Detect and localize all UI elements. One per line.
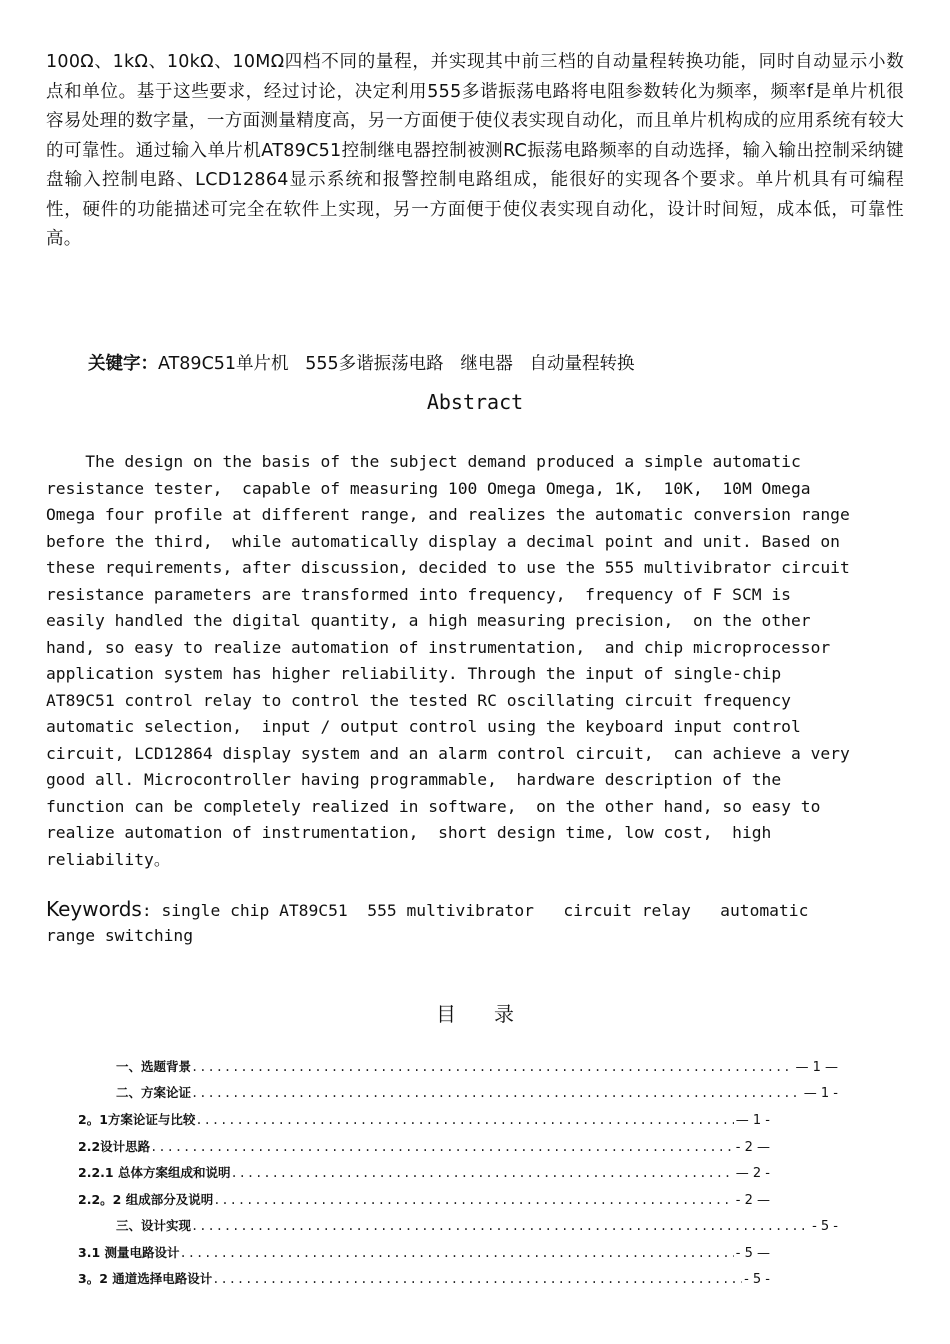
english-abstract-line: Omega four profile at different range, and realizes the automatic conversion range	[46, 505, 850, 524]
english-abstract-line: resistance parameters are transformed into frequency, frequency of F SCM is	[46, 584, 791, 604]
english-keywords-label: Keywords	[46, 897, 142, 921]
toc-leader-dots	[191, 1054, 793, 1080]
english-abstract-line: before the third, while automatically display a decimal point and unit. Based on	[46, 531, 840, 551]
english-abstract-line: reliability。	[46, 849, 171, 869]
toc-entry-title: 2.2设计思路	[78, 1139, 151, 1154]
toc-entry-title: 2。1方案论证与比较	[78, 1112, 196, 1127]
english-abstract-line: The design on the basis of the subject demand produced a simple automatic	[46, 452, 801, 471]
english-abstract-line: resistance tester, capable of measuring 100 Omega Omega, 1K, 10K, 10M Omega	[46, 478, 811, 498]
english-abstract-line: hand, so easy to realize automation of instrumentation, and chip microprocessor	[46, 637, 831, 657]
toc-entry-title: 3.1 测量电路设计	[78, 1245, 180, 1260]
toc-leader-dots	[212, 1266, 742, 1292]
english-abstract-line: automatic selection, input / output control using the keyboard input control	[46, 717, 801, 736]
english-abstract-line: AT89C51 control relay to control the tested RC oscillating circuit frequency	[46, 690, 791, 710]
toc-entry-page: — 1 -	[735, 1113, 770, 1128]
english-keywords-line: range switching	[46, 925, 194, 945]
toc-entry[interactable]	[78, 1187, 770, 1213]
toc-entry-page: - 5 —	[735, 1246, 770, 1261]
toc-entry-title: 二、方案论证	[116, 1085, 192, 1100]
english-abstract-paragraph	[46, 449, 916, 873]
toc-leader-dots	[191, 1080, 802, 1106]
english-keywords	[46, 896, 916, 949]
toc-entry[interactable]	[78, 1240, 770, 1266]
toc-leader-dots	[230, 1160, 733, 1186]
toc-entry[interactable]	[78, 1266, 770, 1292]
english-abstract-line: good all. Microcontroller having programmable, hardware description of the	[46, 770, 782, 789]
english-abstract-line: circuit, LCD12864 display system and an alarm control circuit, can achieve a very	[46, 743, 850, 763]
chinese-keywords-label: 关键字：	[88, 354, 158, 374]
chinese-abstract-paragraph: 100Ω、1kΩ、10kΩ、10MΩ四档不同的量程，并实现其中前三档的自动量程转换功能，同时自动显示小数点和单位。基于这些要求，经过讨论，决定利用555多谐振荡电路将电阻参数转化为频率，频率f是单片机很容易处理的数字量，一方面测量精度高，另一方面便于使仪表实现自动化，而且单片机构成的应用系统有较大的可靠性。通过输入单片机AT89C51控制继电器控制被测RC振荡电路频率的自动选择，输入输出控制采纳键盘输入控制电路、LCD12864显示系统和报警控制电路组成，能很好的实现各个要求。单片机具有可编程性，硬件的功能描述可完全在软件上实现，另一方面便于使仪表实现自动化，设计时间短，成本低，可靠性高。	[46, 52, 904, 249]
toc-leader-dots	[150, 1134, 734, 1160]
toc-leader-dots	[191, 1213, 810, 1239]
toc-leader-dots	[180, 1240, 734, 1266]
english-keywords-value: : single chip AT89C51 555 multivibrator circuit relay automatic	[141, 901, 809, 920]
english-abstract-line: function can be completely realized in software, on the other hand, so easy to	[46, 796, 821, 816]
toc-entry[interactable]	[116, 1080, 838, 1106]
english-abstract-line: easily handled the digital quantity, a high measuring precision, on the other	[46, 611, 811, 630]
toc-entry[interactable]	[116, 1054, 838, 1080]
chinese-keywords	[88, 351, 888, 377]
toc-entry-title: 2.2。2 组成部分及说明	[78, 1192, 214, 1207]
toc-entry[interactable]	[78, 1160, 770, 1186]
toc-entry[interactable]	[116, 1213, 838, 1239]
toc-entry[interactable]	[78, 1107, 770, 1133]
english-abstract-line: these requirements, after discussion, decided to use the 555 multivibrator circuit	[46, 558, 850, 577]
toc-entry-title: 三、设计实现	[116, 1218, 192, 1233]
english-abstract-line: realize automation of instrumentation, short design time, low cost, high	[46, 823, 772, 842]
toc-entry-page: — 1 —	[795, 1060, 838, 1075]
toc-entry-title: 一、选题背景	[116, 1059, 192, 1074]
english-abstract-line: application system has higher reliability. Through the input of single-chip	[46, 664, 782, 683]
toc-leader-dots	[213, 1187, 734, 1213]
toc-entry-page: — 1 -	[803, 1086, 838, 1101]
toc-entry-page: - 2 —	[735, 1193, 770, 1208]
toc-entry-title: 2.2.1 总体方案组成和说明	[78, 1165, 231, 1180]
toc-entry-page: - 5 -	[812, 1219, 838, 1234]
toc-entry-page: - 2 —	[735, 1140, 770, 1155]
english-keywords-line	[46, 896, 916, 923]
toc-entry-page: — 2 -	[735, 1166, 770, 1181]
toc-entry-page: - 5 -	[744, 1272, 770, 1287]
toc-leader-dots	[195, 1107, 733, 1133]
toc-entry[interactable]	[78, 1134, 770, 1160]
chinese-keywords-value: AT89C51单片机 555多谐振荡电路 继电器 自动量程转换	[158, 354, 635, 374]
toc-entry-title: 3。2 通道选择电路设计	[78, 1271, 213, 1286]
abstract-heading: Abstract	[426, 390, 524, 414]
toc-heading: 目录	[436, 1002, 552, 1026]
